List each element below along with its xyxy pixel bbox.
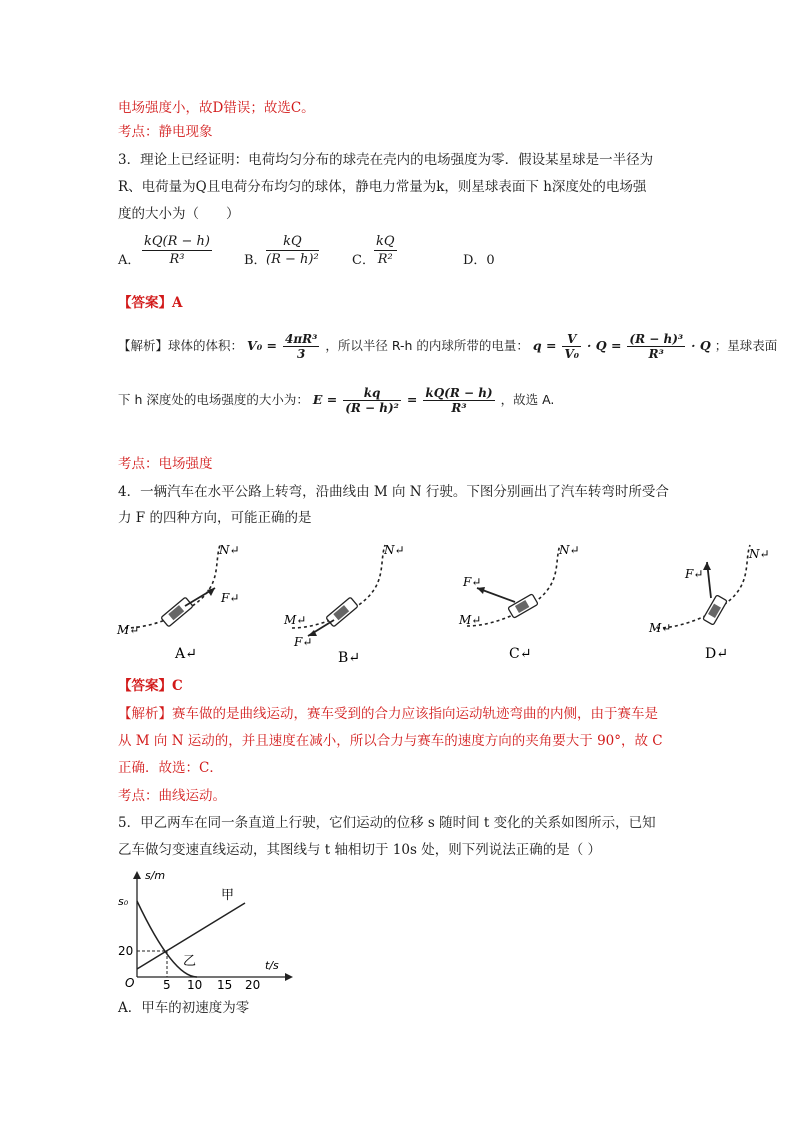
topic-label: 考点：电场强度: [118, 456, 213, 472]
q5-line-1: 5．甲乙两车在同一条直道上行驶，它们运动的位移 s 随时间 t 变化的关系如图所示，已知: [118, 815, 656, 831]
q3-line-1: 3．理论上已经证明：电荷均匀分布的球壳在壳内的电场强度为零．假设某星球是一半径为: [118, 152, 654, 168]
point-m-label: M↵: [117, 623, 140, 637]
q3-option-a-fraction: $\frac{kQ(R - h)}{\text{R³}}$: [144, 234, 210, 267]
q3-solution-line-1: 【解析】球体的体积： V₀ = $\frac{\text{4πR³}}{3}$ ，所以半径 R-h 的内球所带的电量： q = $\frac{V}{\text{V₀}}$ · Q = $\frac{\text{(R − h)³}}{\text{R³}}$ · Q ；星球表面: [118, 332, 778, 361]
q3-option-c-fraction: $\frac{kQ}{\text{R²}}$: [376, 234, 395, 267]
q4-solution-line-3: 正确．故选：C．: [118, 760, 223, 776]
x-axis-label: t/s: [265, 959, 279, 972]
y-axis-label: s/m: [145, 869, 166, 882]
v0-fraction: $\frac{\text{4πR³}}{3}$: [284, 332, 318, 361]
q4-line-2: 力 F 的四种方向，可能正确的是: [118, 510, 312, 526]
point-n-label: N↵: [384, 543, 405, 557]
point-n-label: N↵: [219, 543, 240, 557]
diagram-b-label: B↵: [338, 650, 361, 666]
q3-option-c-label: C．: [352, 253, 375, 268]
y-tick-20: 20: [118, 944, 134, 958]
series-yi-label: 乙: [183, 954, 197, 969]
q3-answer: 【答案】A: [118, 295, 183, 311]
q3-option-b-label: B．: [244, 253, 267, 268]
diagram-a-label: A↵: [175, 646, 197, 662]
x-tick: 5: [163, 978, 171, 992]
s0-label: s₀: [118, 895, 129, 908]
q3-line-3: 度的大小为（ ）: [118, 206, 240, 222]
q4-answer: 【答案】C: [118, 678, 183, 694]
q4-figure: [115, 540, 770, 670]
series-jia-label: 甲: [221, 888, 235, 903]
diagram-c: [455, 540, 605, 670]
e-fraction-2: $\frac{kQ(R - h)}{\text{R³}}$: [425, 386, 493, 415]
q-fraction-1: $\frac{V}{\text{V₀}}$: [564, 332, 580, 361]
origin-label: O: [125, 976, 135, 990]
x-tick: 20: [245, 978, 261, 992]
q3-option-a-label: A．: [118, 253, 141, 268]
q5-option-a: A．甲车的初速度为零: [118, 1000, 250, 1016]
force-label: F↵: [463, 575, 482, 589]
diagram-a: [115, 540, 255, 670]
q-fraction-2: $\frac{\text{(R − h)³}}{\text{R³}}$: [629, 332, 684, 361]
x-tick: 15: [217, 978, 233, 992]
q5-graph: [115, 865, 305, 995]
q3-option-d: D．0: [463, 253, 495, 268]
force-label: F↵: [221, 591, 240, 605]
q3-solution-line-2: 下 h 深度处的电场强度的大小为： E = $\frac{kq}{\text{(R − h)²}}$ = $\frac{kQ(R - h)}{\text{R³}}$ ，故选 A.: [118, 386, 555, 415]
point-n-label: N↵: [749, 547, 770, 561]
diagram-d-label: D↵: [705, 646, 728, 662]
point-n-label: N↵: [559, 543, 580, 557]
q4-line-1: 4．一辆汽车在水平公路上转弯，沿曲线由 M 向 N 行驶。下图分别画出了汽车转弯时所受合: [118, 484, 669, 500]
force-label: F↵: [294, 635, 313, 649]
topic-label: 考点：静电现象: [118, 124, 213, 140]
diagram-c-label: C↵: [509, 646, 532, 662]
topic-label: 考点：曲线运动。: [118, 788, 226, 804]
diagram-b: [280, 540, 420, 670]
e-fraction-1: $\frac{kq}{\text{(R − h)²}}$: [345, 386, 399, 415]
x-tick: 10: [187, 978, 203, 992]
point-m-label: M↵: [459, 613, 482, 627]
force-label: F↵: [685, 567, 704, 581]
q3-option-b-fraction: $\frac{kQ}{\text{(R − h)²}}$: [266, 234, 319, 267]
point-m-label: M↵: [649, 621, 672, 635]
q4-solution-line-1: 【解析】赛车做的是曲线运动，赛车受到的合力应该指向运动轨迹弯曲的内侧，由于赛车是: [118, 706, 658, 722]
diagram-d: [645, 540, 794, 670]
point-m-label: M↵: [284, 613, 307, 627]
q5-line-2: 乙车做匀变速直线运动，其图线与 t 轴相切于 10s 处，则下列说法正确的是（ ）: [118, 842, 601, 858]
q4-solution-line-2: 从 M 向 N 运动的，并且速度在减小，所以合力与赛车的速度方向的夹角要大于 90°，故 C: [118, 733, 663, 749]
q3-line-2: R、电荷量为Q且电荷分布均匀的球体，静电力常量为k，则星球表面下 h深度处的电场强: [118, 179, 647, 195]
prev-solution-end: 电场强度小，故D错误；故选C。: [118, 100, 315, 116]
